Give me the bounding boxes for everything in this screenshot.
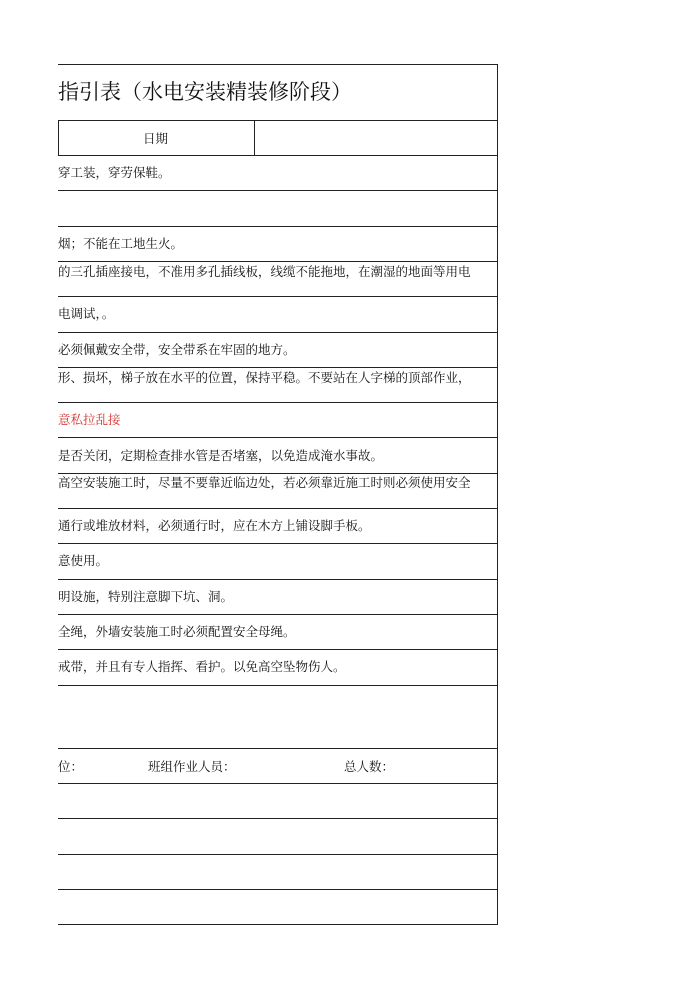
- rule-row: 电调试，。: [58, 306, 115, 321]
- row-separator: [58, 437, 497, 438]
- row-separator: [58, 367, 497, 368]
- table-right-border: [497, 64, 498, 925]
- row-separator: [58, 261, 497, 262]
- row-separator: [58, 402, 497, 403]
- row-separator: [58, 889, 497, 890]
- page-title: 指引表（水电安装精装修阶段）: [58, 80, 352, 104]
- row-separator: [58, 296, 497, 297]
- rule-row: 烟；不能在工地生火。: [58, 236, 184, 251]
- team-members-label: 班组作业人员：: [148, 759, 236, 774]
- header-left-border: [58, 120, 59, 156]
- row-separator: [58, 473, 497, 474]
- table-bottom-border: [58, 924, 497, 925]
- rule-row-highlight: 意私拉乱接: [58, 412, 121, 427]
- rule-row: 意使用。: [58, 553, 109, 568]
- row-separator: [58, 614, 497, 615]
- row-separator: [58, 226, 497, 227]
- row-separator: [58, 543, 497, 544]
- row-separator: [58, 332, 497, 333]
- rule-row: 必须佩戴安全带，安全带系在牢固的地方。: [58, 342, 296, 357]
- row-separator: [58, 748, 497, 749]
- date-label: 日期: [143, 131, 169, 146]
- row-separator: [58, 649, 497, 650]
- header-row-bottom: [58, 155, 497, 156]
- row-separator: [58, 818, 497, 819]
- row-separator: [58, 854, 497, 855]
- rule-row: 戒带，并且有专人指挥、看护。以免高空坠物伤人。: [58, 659, 346, 674]
- row-separator: [58, 190, 497, 191]
- rule-row: 明设施，特别注意脚下坑、洞。: [58, 589, 234, 604]
- header-row-top: [58, 120, 497, 121]
- rule-row: 穿工装，穿劳保鞋。: [58, 165, 171, 180]
- row-separator: [58, 579, 497, 580]
- date-divider: [254, 120, 255, 156]
- row-separator: [58, 685, 497, 686]
- rule-row: 通行或堆放材料，必须通行时，应在木方上铺设脚手板。: [58, 518, 371, 533]
- row-separator: [58, 508, 497, 509]
- rule-row: 全绳，外墙安装施工时必须配置安全母绳。: [58, 624, 296, 639]
- rule-row: 的三孔插座接电，不准用多孔插线板，线缆不能拖地，在潮湿的地面等用电: [58, 264, 471, 279]
- row-separator: [58, 783, 497, 784]
- rule-row: 高空安装施工时，尽量不要靠近临边处，若必须靠近施工时则必须使用安全: [58, 475, 471, 490]
- rule-row: 形、损坏，梯子放在水平的位置，保持平稳。不要站在人字梯的顶部作业，: [58, 370, 471, 385]
- unit-label-fragment: 位：: [58, 759, 84, 774]
- total-count-label: 总人数：: [344, 759, 395, 774]
- rule-row: 是否关闭，定期检查排水管是否堵塞，以免造成淹水事故。: [58, 448, 384, 463]
- table-top-border: [58, 64, 497, 65]
